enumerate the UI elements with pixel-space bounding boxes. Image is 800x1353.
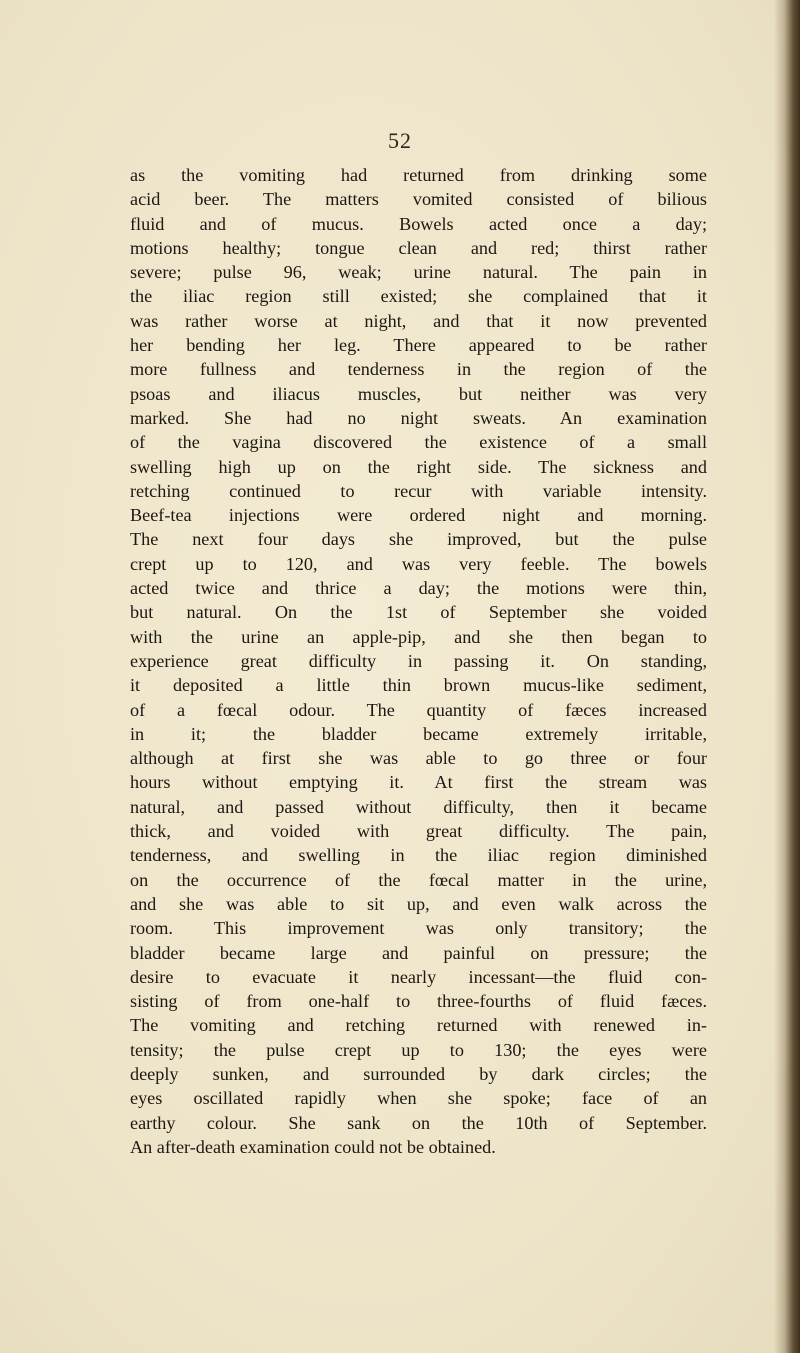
text-line: experience great difficulty in passing it. On standing, xyxy=(130,650,707,671)
text-line: of the vagina discovered the existence of a small xyxy=(130,432,707,453)
text-line: room. This improvement was only transitory; the xyxy=(130,918,707,939)
text-line: hours without emptying it. At first the stream was xyxy=(130,772,707,793)
text-line: marked. She had no night sweats. An examination xyxy=(130,407,707,428)
text-line: on the occurrence of the fœcal matter in the urine, xyxy=(130,869,707,890)
text-line: deeply sunken, and surrounded by dark circles; the xyxy=(130,1063,707,1084)
text-line: acid beer. The matters vomited consisted of bilious xyxy=(130,189,707,210)
page-edge-shadow xyxy=(774,0,800,1353)
text-line: natural, and passed without difficulty, then it became xyxy=(130,796,707,817)
text-line: eyes oscillated rapidly when she spoke; face of an xyxy=(130,1088,707,1109)
text-line: with the urine an apple-pip, and she then began to xyxy=(130,626,707,647)
text-line: The vomiting and retching returned with renewed in- xyxy=(130,1015,707,1036)
text-line: thick, and voided with great difficulty. The pain, xyxy=(130,821,707,842)
text-line: was rather worse at night, and that it now prevented xyxy=(130,310,707,331)
text-line: desire to evacuate it nearly incessant—the fluid con- xyxy=(130,966,707,987)
text-line-last: An after-death examination could not be obtained. xyxy=(130,1136,496,1157)
text-line: tensity; the pulse crept up to 130; the eyes were xyxy=(130,1039,707,1060)
text-line: the iliac region still existed; she complained that it xyxy=(130,286,707,307)
text-line: tenderness, and swelling in the iliac region diminished xyxy=(130,845,707,866)
text-line: of a fœcal odour. The quantity of fæces increased xyxy=(130,699,707,720)
text-line: acted twice and thrice a day; the motions were thin, xyxy=(130,578,707,599)
text-line: it deposited a little thin brown mucus-like sediment, xyxy=(130,675,707,696)
text-line: psoas and iliacus muscles, but neither was very xyxy=(130,383,707,404)
text-line: Beef-tea injections were ordered night and morning. xyxy=(130,505,707,526)
text-line: and she was able to sit up, and even walk across the xyxy=(130,893,707,914)
text-line: in it; the bladder became extremely irritable, xyxy=(130,723,707,744)
text-line: The next four days she improved, but the pulse xyxy=(130,529,707,550)
text-line: earthy colour. She sank on the 10th of September. xyxy=(130,1112,707,1133)
text-line: retching continued to recur with variable intensity. xyxy=(130,480,707,501)
text-line: more fullness and tenderness in the region of the xyxy=(130,359,707,380)
text-line: but natural. On the 1st of September she voided xyxy=(130,602,707,623)
text-line: severe; pulse 96, weak; urine natural. The pain in xyxy=(130,262,707,283)
text-line: crept up to 120, and was very feeble. The bowels xyxy=(130,553,707,574)
text-line: bladder became large and painful on pressure; the xyxy=(130,942,707,963)
text-line: sisting of from one-half to three-fourths of fluid fæces. xyxy=(130,991,707,1012)
text-line: swelling high up on the right side. The sickness and xyxy=(130,456,707,477)
text-line: although at first she was able to go three or four xyxy=(130,748,707,769)
text-line: her bending her leg. There appeared to be rather xyxy=(130,335,707,356)
text-line: motions healthy; tongue clean and red; thirst rather xyxy=(130,237,707,258)
text-line: fluid and of mucus. Bowels acted once a day; xyxy=(130,213,707,234)
body-text xyxy=(130,163,707,1159)
page-number: 52 xyxy=(388,128,412,153)
text-line: as the vomiting had returned from drinking some xyxy=(130,165,707,185)
